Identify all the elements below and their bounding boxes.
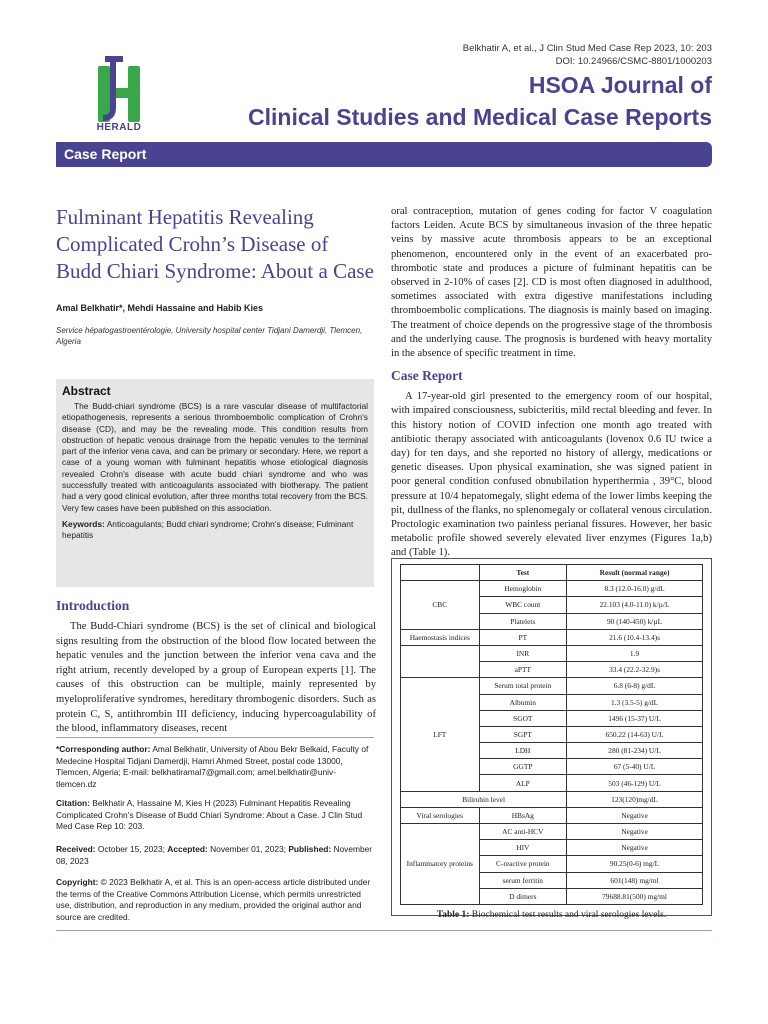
table-header-result: Result (normal range) bbox=[567, 565, 703, 581]
group-cell: Haemostasis indices bbox=[401, 629, 480, 645]
table-row bbox=[401, 581, 703, 597]
result-cell: 33.4 (22.2-32.9)s bbox=[567, 662, 703, 678]
test-cell: HIV bbox=[479, 840, 567, 856]
test-cell: LDH bbox=[479, 743, 567, 759]
introduction-heading: Introduction bbox=[56, 598, 130, 613]
result-cell: 503 (46-129) U/L bbox=[567, 775, 703, 791]
doi-line[interactable]: DOI: 10.24966/CSMC-8801/1000203 bbox=[555, 56, 712, 67]
result-cell: 123(120)mg/dL bbox=[567, 791, 703, 807]
group-cell: Viral serologies bbox=[401, 807, 480, 823]
result-cell: Negative bbox=[567, 807, 703, 823]
result-cell: 90 (140-450) k/µL bbox=[567, 613, 703, 629]
affiliation: Service hépatogastroentérologie, University hospital center Tidjani Damerdji, Tlemcen, Algeria bbox=[56, 326, 363, 346]
result-cell: 1496 (15-37) U/L bbox=[567, 710, 703, 726]
caption-text: Biochemical test results and viral serologies levels. bbox=[471, 909, 667, 920]
citation bbox=[56, 798, 376, 833]
copyright bbox=[56, 877, 376, 923]
test-cell: HBsAg bbox=[479, 807, 567, 823]
copyright-text: © 2023 Belkhatir A, et al. This is an open-access article distributed under the terms of the Creative Commons Attribution License, which permits unrestricted use, distribution, and reproduction in any medium, provided the original author and source are credited. bbox=[56, 877, 371, 922]
published-label: Published: bbox=[288, 844, 332, 854]
test-cell: SGOT bbox=[479, 710, 567, 726]
published-date: November 08, 2023 bbox=[56, 844, 373, 866]
table-row bbox=[401, 807, 703, 823]
biochem-table bbox=[400, 564, 703, 905]
corresp-label: *Corresponding author: bbox=[56, 744, 151, 754]
result-cell: 6.8 (6-8) g/dL bbox=[567, 678, 703, 694]
group-cell: Inflammatory proteins bbox=[401, 824, 480, 905]
test-cell: serum ferritin bbox=[479, 872, 567, 888]
result-cell: Negative bbox=[567, 840, 703, 856]
accepted-label: Accepted: bbox=[167, 844, 208, 854]
case-report-heading: Case Report bbox=[391, 368, 463, 384]
header-citation bbox=[312, 42, 712, 68]
keywords-text: Anticoagulants; Budd chiari syndrome; Crohn’s disease; Fulminant hepatitis bbox=[62, 518, 354, 541]
result-cell: 8.3 (12.0-16.0) g/dL bbox=[567, 581, 703, 597]
continuation-text: oral contraception, mutation of genes coding for factor V coagulation factors Leiden. Acute BCS by simultaneous invasion of the three hepatic veins by massive acute thrombosis appears to be an exceptional phenomenon, encountered only in the event of an exacerbated pro-thrombotic state and produces a picture of fulminant hepatitis can be observed in 2-10% of cases [2]. CD is most often diagnosed in adulthood, sometimes associated with extra digestive manifestations including thromboembolic complications. The diagnosis is mainly based on imaging. The treatment of choice depends on the progressive stage of the thrombosis and the underlying cause. The prognosis is burdened with heavy mortality in the absence of specific treatment in time. bbox=[391, 206, 712, 360]
result-cell: Negative bbox=[567, 824, 703, 840]
keywords-label: Keywords: bbox=[62, 518, 105, 529]
test-cell: Platelets bbox=[479, 613, 567, 629]
received-date: October 15, 2023; bbox=[97, 844, 165, 854]
test-cell: D dimers bbox=[479, 888, 567, 904]
received-label: Received: bbox=[56, 844, 96, 854]
dates bbox=[56, 844, 376, 867]
result-cell: 1.9 bbox=[567, 645, 703, 661]
citation-label: Citation: bbox=[56, 798, 90, 808]
result-cell: 67 (5-40) U/L bbox=[567, 759, 703, 775]
group-cell: LFT bbox=[401, 678, 480, 791]
table-header-test: Test bbox=[479, 565, 567, 581]
test-cell: Serum total protein bbox=[479, 678, 567, 694]
case-report-text: A 17-year-old girl presented to the emergency room of our hospital, with impaired consciousness, subicteritis, mild rectal bleeding and fever. In this history notion of COVID infection one month ago treated with antibiotic therapy associated with anticoagulants (lovenox 0.6 IU twice a day) for ten days, and she reported no history of allergy, medications or genetic diseases. Upon physical examination, she was signed patient in poor general condition confused obnubilation hyperthermia , 39°C, blood pressure at 10/4 hepatomegaly, slight edema of the lower limbs keeping the pit, dullness of the flanks, no splenomegaly or collateral venous circulation. Proctologic examination two painless perianal fissures. However, her basic metabolic profile showed severely elevated liver enzymes (Figures 1a,b) and (Table 1). bbox=[391, 391, 712, 559]
introduction-text: The Budd-Chiari syndrome (BCS) is the set of clinical and biological signs resulting from the obstruction of the blood flow located between the hepatic venules and the junction between the inferior vena cava and the right atrium, recently developed by a group of European experts [1]. The causes of this obstruction can be multiple, mainly represented by myeloproliferative syndromes, hereditary thrombogenic disorders. Such as protein C, S, antithrombin III deficiency, inducing hypercoagulability of the blood, inflammatory diseases, recent bbox=[56, 621, 376, 735]
result-cell: 280 (81-234) U/L bbox=[567, 743, 703, 759]
table-row bbox=[401, 791, 703, 807]
table-header-group bbox=[401, 565, 480, 581]
table-1 bbox=[391, 558, 712, 920]
caption-label: Table 1: bbox=[436, 909, 470, 920]
right-column bbox=[391, 205, 712, 561]
citation-line: Belkhatir A, et al., J Clin Stud Med Case Rep 2023, 10: 203 bbox=[462, 43, 712, 54]
test-cell: SGPT bbox=[479, 726, 567, 742]
test-cell: AC anti-HCV bbox=[479, 824, 567, 840]
result-cell: 79688.81(500) mg/ml bbox=[567, 888, 703, 904]
abstract-heading: Abstract bbox=[62, 384, 111, 398]
section-label-bar bbox=[56, 142, 712, 167]
group-cell-empty bbox=[401, 645, 480, 677]
test-cell: INR bbox=[479, 645, 567, 661]
test-cell: WBC count bbox=[479, 597, 567, 613]
logo-text: HERALD bbox=[96, 122, 142, 133]
test-cell: PT bbox=[479, 629, 567, 645]
test-cell: aPTT bbox=[479, 662, 567, 678]
article-title: Fulminant Hepatitis Revealing Complicated Crohn’s Disease of Budd Chiari Syndrome: About a Case bbox=[56, 205, 374, 283]
test-cell: ALP bbox=[479, 775, 567, 791]
table-header-row bbox=[401, 565, 703, 581]
group-cell: Bilirubin level bbox=[401, 791, 567, 807]
table-row bbox=[401, 824, 703, 840]
keywords bbox=[62, 519, 368, 542]
table-row bbox=[401, 678, 703, 694]
result-cell: 90.25(0-6) mg/L bbox=[567, 856, 703, 872]
authors: Amal Belkhatir*, Mehdi Hassaine and Habib Kies bbox=[56, 303, 264, 313]
copyright-label: Copyright: bbox=[56, 877, 99, 887]
table-row bbox=[401, 645, 703, 661]
result-cell: 1.3 (3.5-5) g/dL bbox=[567, 694, 703, 710]
citation-text: Belkhatir A, Hassaine M, Kies H (2023) Fulminant Hepatitis Revealing Complicated Crohn’s Disease of Budd Chiari Syndrome: About a Case. J Clin Stud Med Case Rep 10: 203. bbox=[56, 798, 363, 832]
table-caption bbox=[400, 910, 703, 920]
section-label: Case Report bbox=[64, 146, 147, 162]
group-cell: CBC bbox=[401, 581, 480, 630]
page-bottom-divider bbox=[56, 930, 712, 931]
accepted-date: November 01, 2023; bbox=[210, 844, 286, 854]
abstract-box bbox=[56, 379, 374, 587]
abstract-text: The Budd-chiari syndrome (BCS) is a rare vascular disease of multifactorial etiopathogenesis, represents a serious thromboembolic complication of Crohn's disease (CD), and may be the revealing mode. This condition results from obstruction of hepatic venous drainage from the hepatic venules to the terminal part of the inferior vena cava, and can be primary or secondary. Here, we report a case of a young woman with fulminant hepatitis whose etiological diagnosis revealed Crohn's disease with acute budd chiari syndrome and who was successfully treated with anticoagulants associated with biotherapy. The patient had a very good clinical evolution, after three months total recovery from the BCS. Very few cases have been published on this association. bbox=[62, 401, 368, 513]
test-cell: Hemoglobin bbox=[479, 581, 567, 597]
journal-title-line2: Clinical Studies and Medical Case Reports bbox=[248, 104, 712, 130]
result-cell: 601(148) mg/ml bbox=[567, 872, 703, 888]
table-row bbox=[401, 629, 703, 645]
corresponding-author bbox=[56, 744, 376, 790]
result-cell: 21.6 (10.4-13.4)s bbox=[567, 629, 703, 645]
footnote-divider bbox=[56, 737, 374, 738]
test-cell: Albumin bbox=[479, 694, 567, 710]
result-cell: 22.103 (4.0-11.0) k/µ/L bbox=[567, 597, 703, 613]
result-cell: 650.22 (14-63) U/L bbox=[567, 726, 703, 742]
test-cell: GGTP bbox=[479, 759, 567, 775]
journal-title-line1: HSOA Journal of bbox=[528, 72, 712, 98]
title-block bbox=[56, 204, 376, 347]
corresp-text: Amal Belkhatir, University of Abou Bekr Belkaid, Faculty of Medecine Hospital Tidjani Damerdji, Hamri Ahmed Street, postal code 13000, Tlemcen, Algeria; E-mail: belkhatiramal7@gmail.com; amel.belkhatir@univ-tlemcen.dz bbox=[56, 744, 369, 789]
test-cell: C-reactive protein bbox=[479, 856, 567, 872]
